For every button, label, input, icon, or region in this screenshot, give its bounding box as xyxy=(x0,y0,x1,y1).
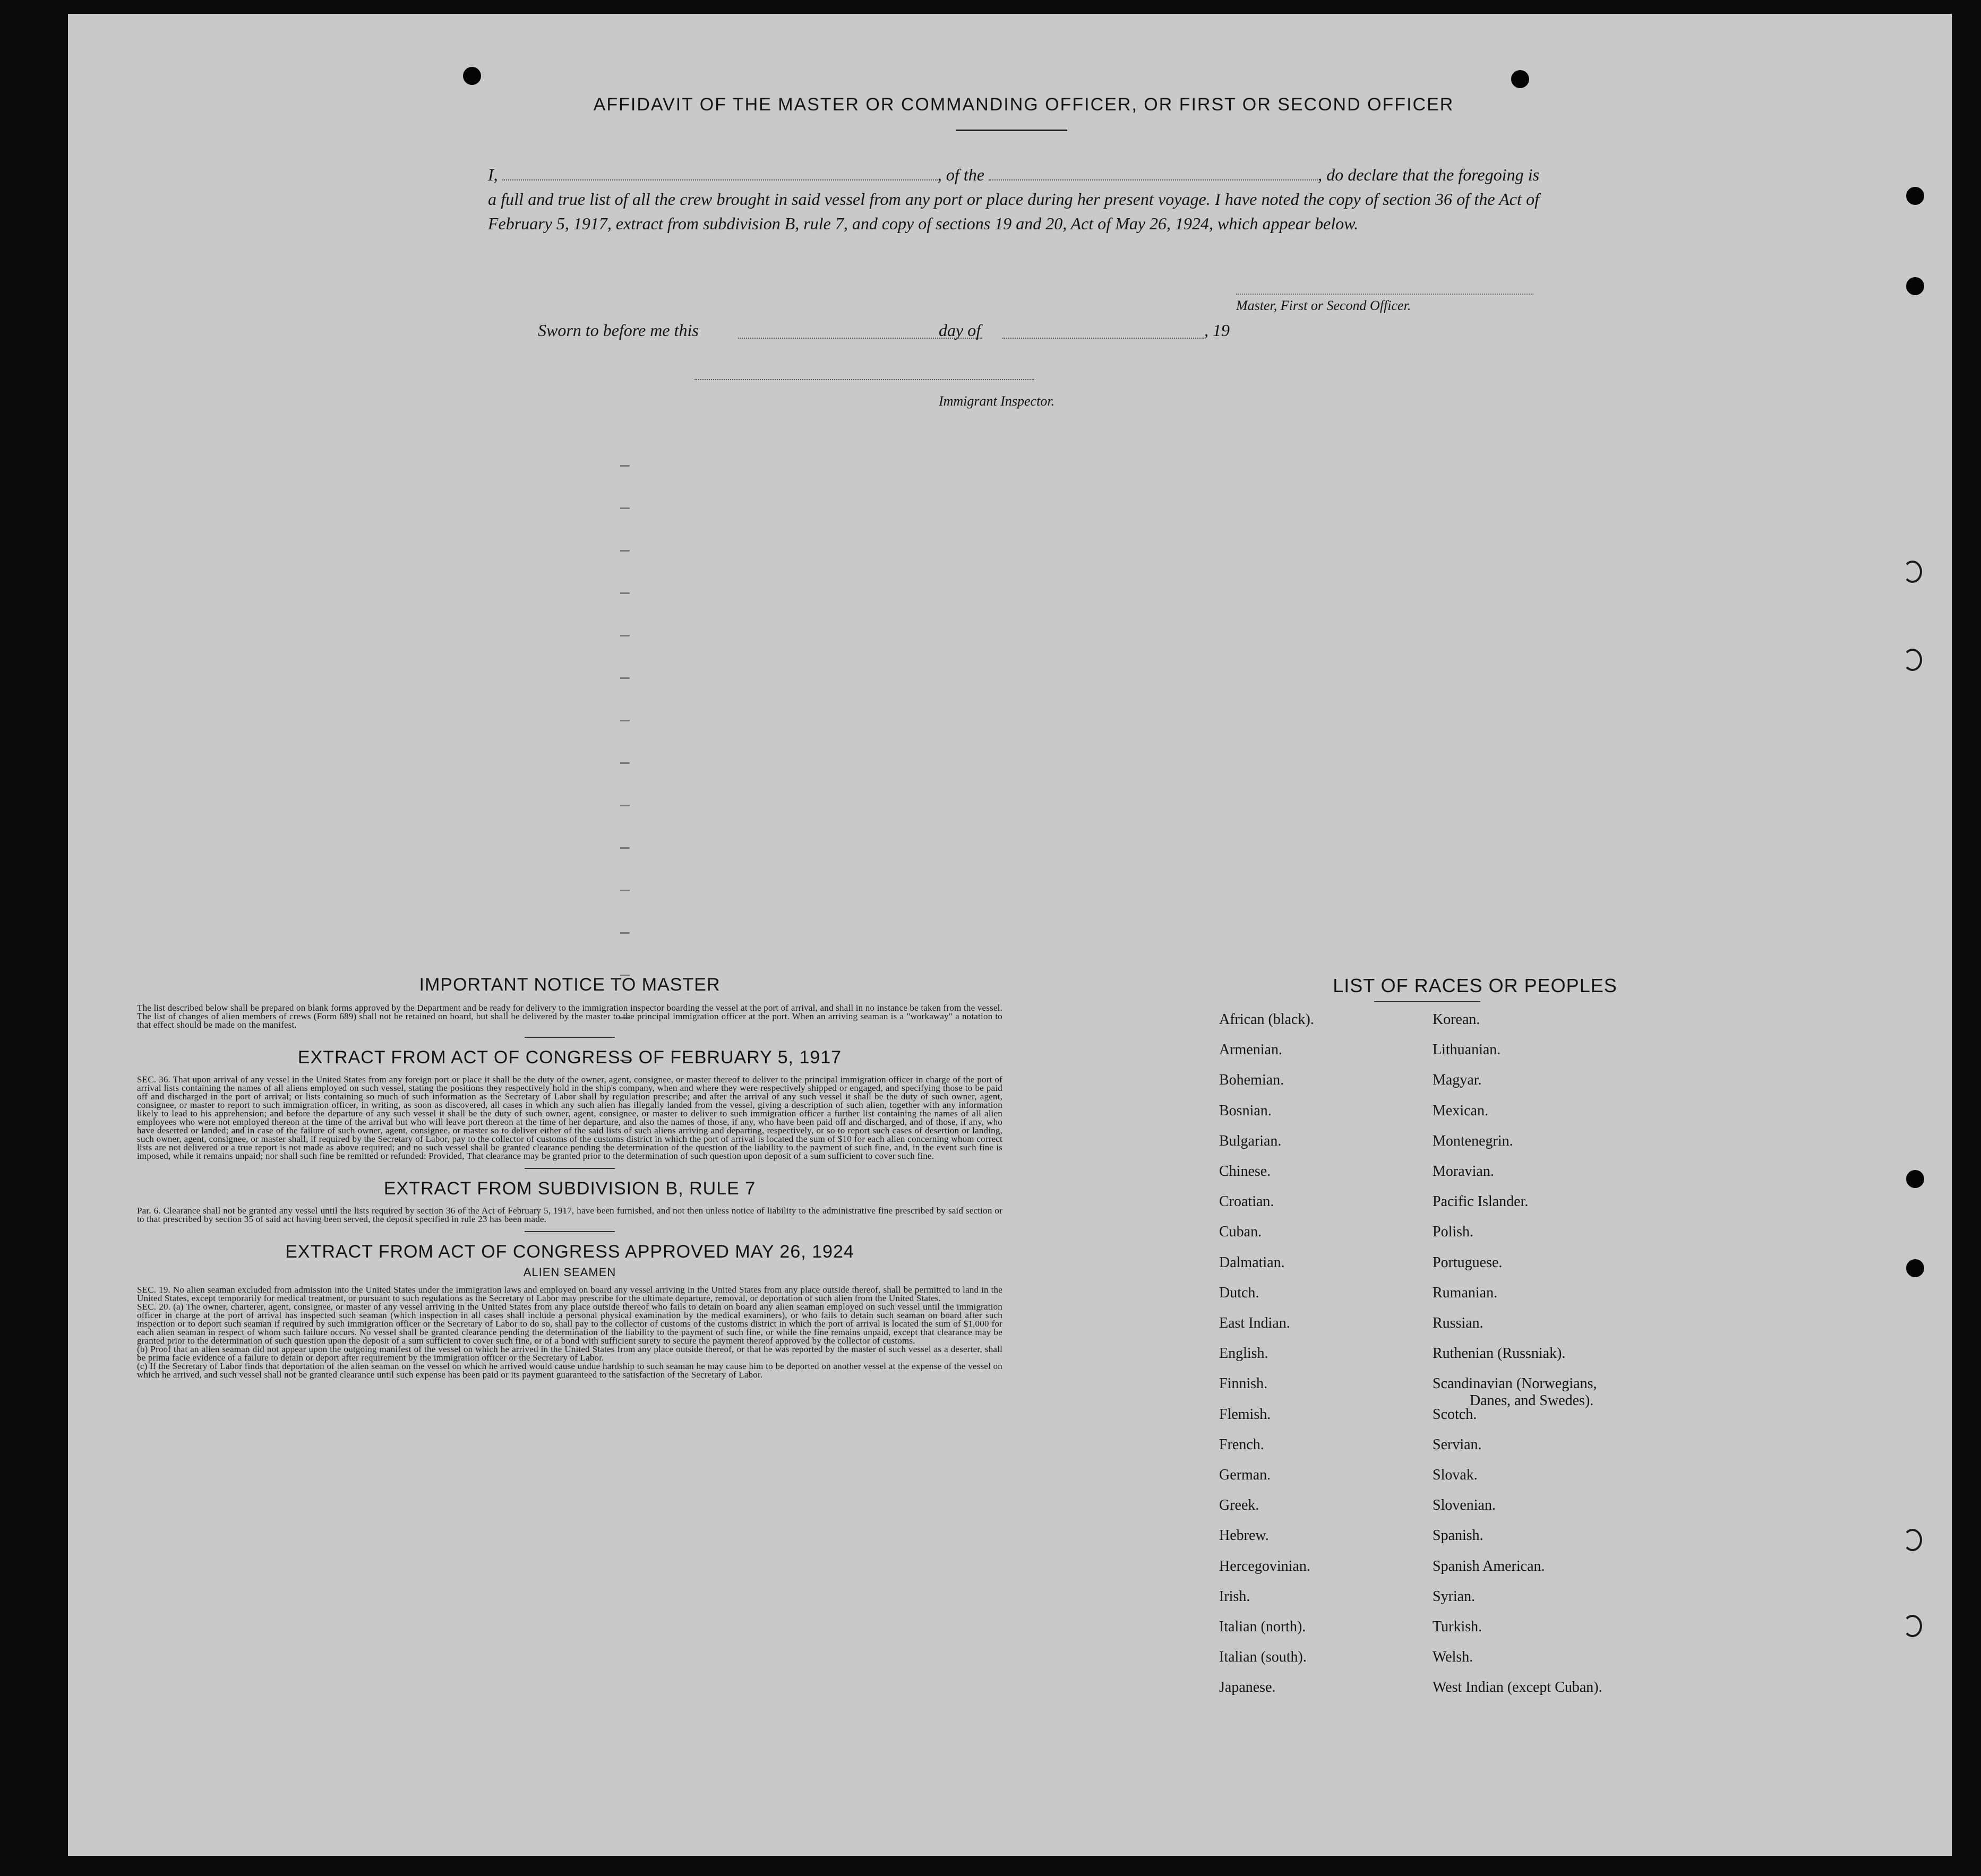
master-signature-line xyxy=(1236,294,1533,295)
race-item: Armenian. xyxy=(1219,1042,1282,1059)
sec20c-text: (c) If the Secretary of Labor finds that deportation of the alien seaman on the vessel on which he arrived would cause undue hardship to such seaman he may cause him to be deported on another vessel at the expense of the vessel on which he arrived, and such vessel shall not be granted clearance until such expense has been paid or its payment guaranteed to the satisfaction of the Secretary of Labor. xyxy=(137,1361,1002,1380)
race-item: Portuguese. xyxy=(1433,1254,1503,1271)
sworn-month-blank xyxy=(1002,338,1204,339)
punch-hole-edge-8 xyxy=(1903,1615,1922,1637)
punch-hole-top-left xyxy=(463,67,481,85)
punch-hole-edge-7 xyxy=(1903,1529,1922,1551)
race-item: Croatian. xyxy=(1219,1193,1274,1210)
race-item: Slovak. xyxy=(1433,1467,1478,1483)
race-item: Pacific Islander. xyxy=(1433,1193,1529,1210)
race-item: Slovenian. xyxy=(1433,1497,1496,1514)
vessel-blank xyxy=(989,166,1318,180)
race-item: Italian (south). xyxy=(1219,1649,1307,1666)
race-item: Syrian. xyxy=(1433,1588,1476,1605)
bleed-dash xyxy=(620,720,630,721)
race-item: Servian. xyxy=(1433,1436,1482,1453)
extract-1917-title: EXTRACT FROM ACT OF CONGRESS OF FEBRUARY 5, 1917 xyxy=(297,1047,842,1068)
punch-hole-edge-5 xyxy=(1906,1170,1924,1188)
race-item: Bulgarian. xyxy=(1219,1132,1282,1149)
race-item: Chinese. xyxy=(1219,1163,1271,1180)
race-item: Montenegrin. xyxy=(1433,1132,1513,1149)
master-label: Master, First or Second Officer. xyxy=(1236,298,1411,313)
race-item: Spanish American. xyxy=(1433,1557,1545,1574)
punch-hole-edge-6 xyxy=(1906,1259,1924,1277)
name-blank xyxy=(502,166,938,180)
race-item: Irish. xyxy=(1219,1588,1250,1605)
race-item: Greek. xyxy=(1219,1497,1259,1514)
bleed-dash xyxy=(620,635,630,636)
bleed-dash xyxy=(620,805,630,806)
punch-hole-edge-3 xyxy=(1903,561,1922,583)
race-item: East Indian. xyxy=(1219,1315,1290,1331)
extract-1924-title: EXTRACT FROM ACT OF CONGRESS APPROVED MAY 26, 1924 xyxy=(285,1242,854,1262)
race-item: West Indian (except Cuban). xyxy=(1433,1679,1602,1696)
race-item: English. xyxy=(1219,1345,1268,1362)
race-item: Rumanian. xyxy=(1433,1284,1498,1301)
race-item: Cuban. xyxy=(1219,1224,1262,1241)
bleed-dash xyxy=(620,932,630,934)
extract-rule7-text: Par. 6. Clearance shall not be granted any vessel until the lists required by section 36 of the Act of February 5, 1917, have been furnished, and not then unless notice of liability to the administrative fine prescribed by said section or to that prescribed by section 35 of said act having been served, the deposit specified in rule 23 has been made. xyxy=(137,1206,1002,1224)
year-label: , 19 xyxy=(1204,321,1230,340)
of-the-label: , of the xyxy=(937,165,984,184)
race-item: Moravian. xyxy=(1433,1163,1494,1180)
section-rule xyxy=(525,1168,615,1169)
inspector-label: Immigrant Inspector. xyxy=(939,393,1055,409)
race-item: Ruthenian (Russniak). xyxy=(1433,1345,1566,1362)
race-item: Bohemian. xyxy=(1219,1072,1284,1089)
race-item: Hercegovinian. xyxy=(1219,1557,1310,1574)
bleed-dash xyxy=(620,762,630,764)
race-item: Dutch. xyxy=(1219,1284,1259,1301)
sec20b-text: (b) Proof that an alien seaman did not appear upon the outgoing manifest of the vessel on which he arrived in the United States from any place outside thereof, or that he was reported by the master of such vessel as a deserter, shall be prima facie evidence of a failure to detain or deport after requirement by the immigration officer or the Secretary of Labor. xyxy=(137,1344,1002,1363)
bleed-dash xyxy=(620,507,630,509)
punch-hole-edge-2 xyxy=(1906,277,1924,295)
punch-hole-edge-1 xyxy=(1906,187,1924,205)
race-item: Hebrew. xyxy=(1219,1527,1269,1544)
document-page xyxy=(68,14,1952,1856)
extract-1924-subtitle: ALIEN SEAMEN xyxy=(523,1266,616,1279)
title-rule xyxy=(956,130,1067,131)
races-title-rule xyxy=(1374,1001,1480,1002)
race-item: Polish. xyxy=(1433,1224,1474,1241)
races-title: LIST OF RACES OR PEOPLES xyxy=(1333,975,1617,996)
extract-1917-text: SEC. 36. That upon arrival of any vessel in the United States from any foreign port or place it shall be the duty of the owner, agent, consignee, or master thereof to deliver to the principal immigration officer in charge of the port of arrival lists containing the names of all aliens employed on such vessel, stating the positions they respectively hold in the ship's company, when and where they were respectively shipped or engaged, and specifying those to be paid off and discharged in the port of arrival; or lists containing so much of such information as the Secretary of Labor shall by regulation prescribe; and after the arrival of any such vessel it shall be the duty of such owner, agent, consignee, or master to report to such immigration officer, in writing, as soon as discovered, all cases in which any such alien has illegally landed from the vessel, giving a description of such alien, together with any information likely to lead to his apprehension; and before the departure of any such vessel it shall be the duty of such owner, agent, consignee, or master to deliver to such immigration officer a further list containing the names of all alien employees who were not employed thereon at the time of the arrival but who will leave port thereon at the time of her departure, and also the names of those, if any, who have been paid off and discharged, and of those, if any, who have deserted or landed; and in case of the failure of such owner, agent, consignee, or master so to deliver either of the said lists of such aliens arriving and departing, respectively, or so to report such cases of desertion or landing, such owner, agent, consignee, or master shall, if required by the Secretary of Labor, pay to the collector of customs of the customs district in which the port of arrival is located the sum of $10 for each alien concerning whom correct lists are not delivered or a true report is not made as above required; and no such vessel shall be granted clearance pending the determination of the question of the liability to the payment of such fine, and, in the event such fine is imposed, while it remains unpaid; nor shall such fine be remitted or refunded: Provided, That clearance may be granted prior to the determination of such question upon deposit of a sum sufficient to cover such fine. xyxy=(137,1074,1002,1161)
race-item: Spanish. xyxy=(1433,1527,1483,1544)
punch-hole-edge-4 xyxy=(1903,649,1922,671)
inspector-signature-line xyxy=(694,379,1034,380)
race-item: Scandinavian (Norwegians, xyxy=(1433,1375,1597,1392)
race-item: Scotch. xyxy=(1433,1406,1477,1423)
sec19-text: SEC. 19. No alien seaman excluded from admission into the United States under the immigration laws and employed on board any vessel arriving in the United States from any place outside thereof, shall be permitted to land in the United States, except temporarily for medical treatment, or pursuant to such regulations as the Secretary of Labor may prescribe for the ultimate departure, removal, or deportation of such alien from the United States. xyxy=(137,1285,1002,1303)
race-item: African (black). xyxy=(1219,1011,1314,1028)
section-rule xyxy=(525,1037,615,1038)
race-item: Italian (north). xyxy=(1219,1619,1306,1635)
notice-text: The list described below shall be prepared on blank forms approved by the Department and be ready for delivery to the immigration inspector boarding the vessel at the port of arrival, and shall in no instance be taken from the vessel. The list of changes of alien members of crews (Form 689) shall not be retained on board, but shall be delivered by the master to the principal immigration officer at the port. When an arriving seaman is a "workaway" a notation to that effect should be made on the manifest. xyxy=(137,1003,1002,1030)
race-item: Magyar. xyxy=(1433,1072,1482,1089)
race-item: Korean. xyxy=(1433,1011,1480,1028)
affidavit-title: AFFIDAVIT OF THE MASTER OR COMMANDING OFFICER, OR FIRST OR SECOND OFFICER xyxy=(593,94,1454,115)
sec20a-text: SEC. 20. (a) The owner, charterer, agent, consignee, or master of any vessel arriving in the United States from any place outside thereof who fails to detain on board any alien seaman employed on such vessel until the immigration officer in charge at the port of arrival has inspected such seaman (which inspection in all cases shall include a personal physical examination by the medical examiners), or who fails to detain such seaman on board after such inspection or to deport such seaman if required by such immigration officer or the Secretary of Labor to do so, shall pay to the collector of customs of the customs district in which the port of arrival is located the sum of $1,000 for each alien seaman in respect of whom such failure occurs. No vessel shall be granted clearance pending the determination of the liability to the payment of such fine, or while the fine remains unpaid, except that clearance may be granted prior to the determination of such question upon the deposit of a sum sufficient to cover such fine, or of a bond with sufficient surety to secure the payment thereof approved by the collector of customs. xyxy=(137,1302,1002,1346)
race-item: Lithuanian. xyxy=(1433,1042,1501,1059)
race-item: Mexican. xyxy=(1433,1102,1488,1119)
race-item: Japanese. xyxy=(1219,1679,1276,1696)
bleed-dash xyxy=(620,677,630,679)
race-item: French. xyxy=(1219,1436,1264,1453)
do-declare-label: , do declare xyxy=(1318,165,1399,184)
bleed-dash xyxy=(620,465,630,467)
race-item: Danes, and Swedes). xyxy=(1470,1392,1594,1409)
notice-title: IMPORTANT NOTICE TO MASTER xyxy=(419,975,721,995)
race-item: Flemish. xyxy=(1219,1406,1271,1423)
race-item: Welsh. xyxy=(1433,1649,1473,1666)
bleed-dash xyxy=(620,890,630,891)
race-item: Russian. xyxy=(1433,1315,1483,1331)
race-item: German. xyxy=(1219,1467,1271,1483)
section-rule xyxy=(525,1231,615,1232)
punch-hole-top-right xyxy=(1511,70,1529,88)
bleed-dash xyxy=(620,550,630,552)
extract-rule7-title: EXTRACT FROM SUBDIVISION B, RULE 7 xyxy=(383,1178,756,1199)
notice-column xyxy=(137,975,1002,1379)
bleed-dash xyxy=(620,592,630,594)
race-item: Bosnian. xyxy=(1219,1102,1272,1119)
race-item: Dalmatian. xyxy=(1219,1254,1285,1271)
bleed-dash xyxy=(620,847,630,849)
day-of-label: day of xyxy=(939,321,981,340)
declaration-text: that the foregoing is a full and true list of all the crew brought in said vessel from any port or place during her present voyage. I have noted the copy of section 36 of the Act of February 5, 1917, extract from subdivision B, rule 7, and copy of sections 19 and 20, Act of May 26, 1924, which appear below. xyxy=(488,165,1540,233)
sworn-text: Sworn to before me this xyxy=(538,321,699,340)
race-item: Turkish. xyxy=(1433,1619,1482,1635)
i-label: I, xyxy=(488,165,498,184)
affidavit-body xyxy=(488,162,1539,236)
race-item: Finnish. xyxy=(1219,1375,1268,1392)
